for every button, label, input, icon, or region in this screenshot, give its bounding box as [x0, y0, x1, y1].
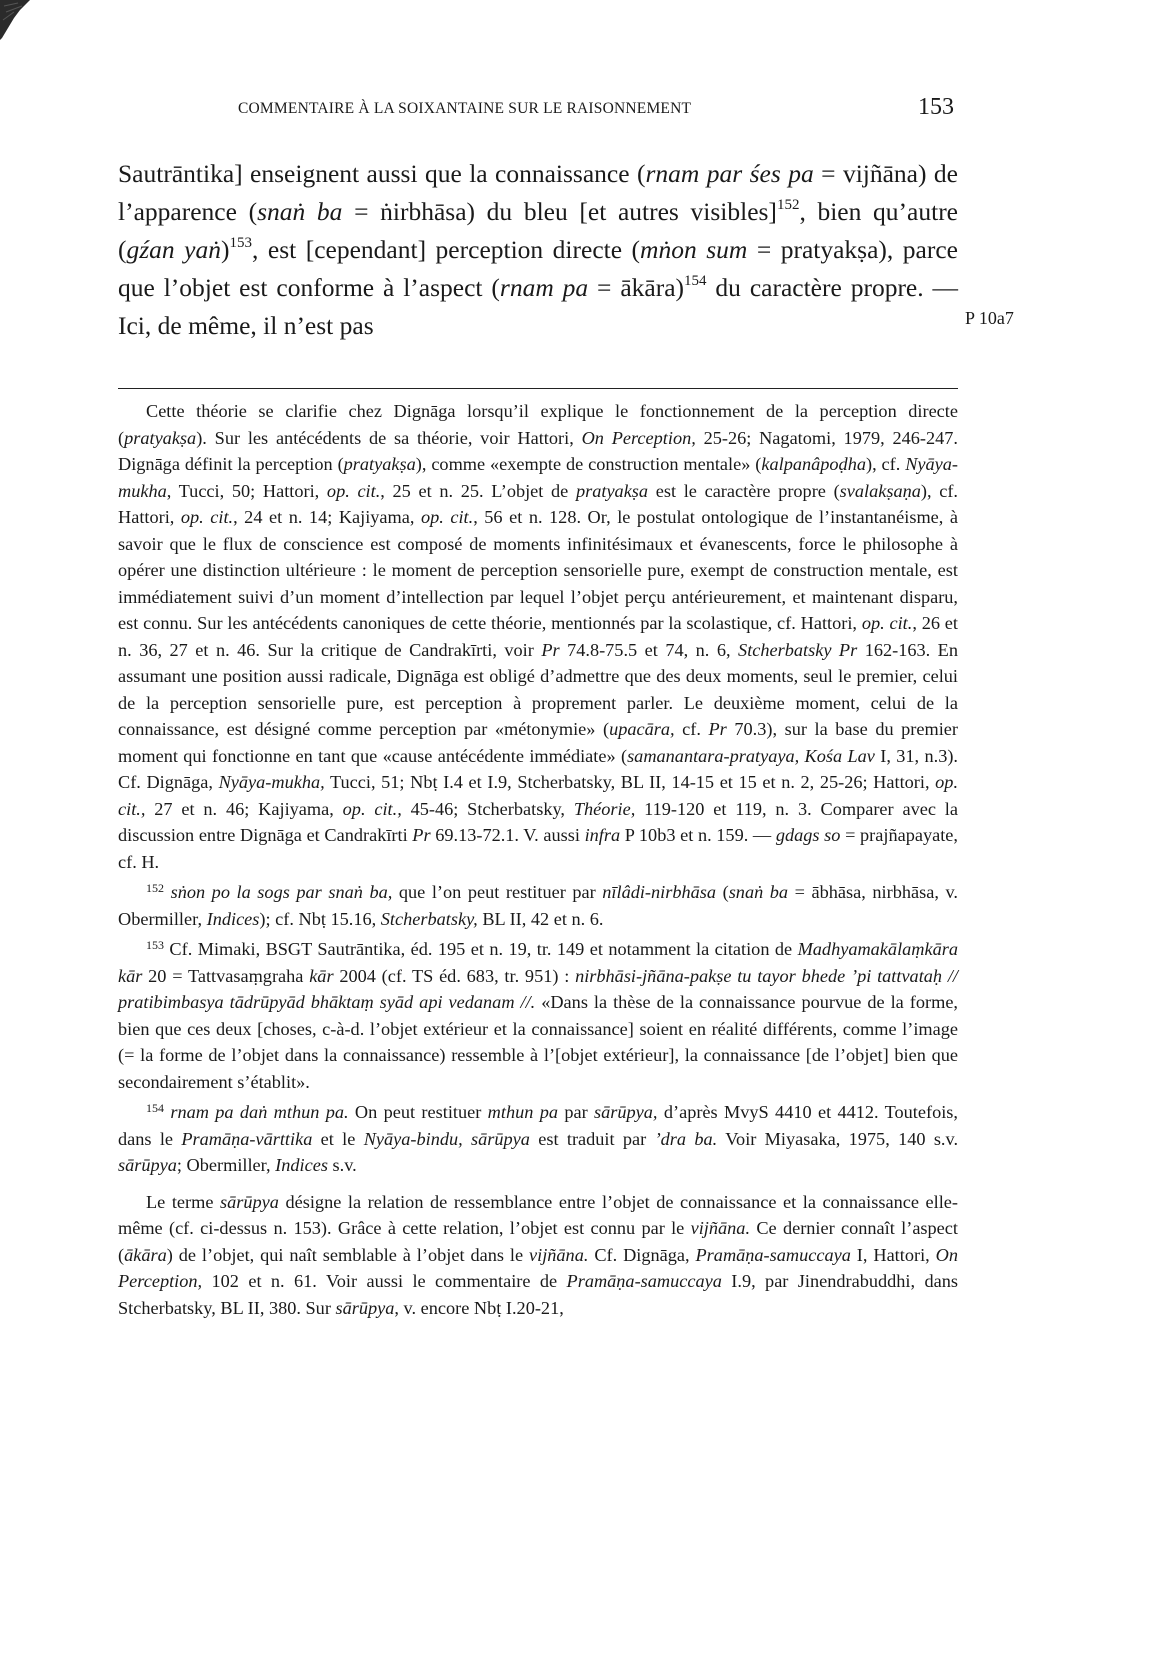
footnote-continuation-paragraph	[118, 1189, 958, 1322]
text-run: = prajñapayate, cf. H.	[118, 825, 958, 872]
text-run: Cette théorie se clarifie chez Dignāga lorsqu’il explique le fonctionnement de la perception directe (	[118, 401, 958, 448]
italic-term: Pr	[412, 825, 431, 845]
tibetan-term: rnam par śes pa	[645, 159, 814, 188]
text-run: par	[558, 1102, 595, 1122]
text-run: s.v.	[327, 1155, 357, 1175]
text-run: 69.13-72.1. V. aussi	[430, 825, 585, 845]
tibetan-term: rnam pa	[499, 273, 589, 302]
italic-term: ’dra ba.	[654, 1128, 718, 1149]
text-run: 25-26; Nagatomi, 1979, 246-247. Dignāga définit la perception (	[118, 427, 958, 474]
text-run: ), cf.	[865, 454, 906, 474]
italic-term: Pramāṇa-samuccaya	[695, 1244, 851, 1265]
italic-term: op. cit.	[420, 507, 474, 527]
text-run: P 10b3 et n. 159. —	[620, 825, 776, 845]
italic-term: op. cit.	[326, 480, 381, 501]
italic-term: svalakṣaṇa	[839, 480, 921, 501]
italic-term: On Perception,	[118, 1244, 958, 1291]
text-run: Cf. Dignāga,	[588, 1244, 696, 1265]
text-run: , 25 et n. 25. L’objet de	[380, 480, 576, 501]
text-run: = vijñāna) de l’apparence (	[118, 159, 958, 226]
italic-term: Indices	[206, 908, 260, 929]
footnote-continuation	[118, 398, 958, 875]
text-run: I, 31, n.3). Cf. Dignāga,	[118, 745, 958, 792]
scan-corner-mark	[0, 0, 34, 40]
text-run: On peut restituer	[348, 1102, 488, 1122]
italic-term: sārūpya	[220, 1191, 279, 1212]
italic-term: Pramāṇa-samuccaya	[566, 1271, 722, 1291]
italic-term: samanantara-pratyaya, Kośa Lav	[627, 745, 875, 766]
text-run: 119-120 et 119, n. 3. Comparer avec la discussion entre Dignāga et Candrakīrti	[118, 798, 958, 845]
italic-term: Indices	[275, 1155, 328, 1175]
text-run: Tucci, 51; Nbṭ I.4 et I.9, Stcherbatsky, BL II, 14-15 et 15 et n. 2, 25-26; Hattori,	[324, 772, 936, 792]
italic-term: Théorie,	[573, 798, 636, 819]
italic-term: sṅon po la sogs par snaṅ ba,	[170, 882, 393, 902]
italic-term: snaṅ ba	[728, 882, 789, 902]
footnote-ref: 152	[776, 197, 800, 213]
italic-term: kār	[309, 965, 334, 986]
tibetan-term: mṅon sum	[640, 235, 748, 264]
main-text	[118, 155, 958, 345]
page-number: 153	[918, 94, 954, 120]
italic-term: Nyāya-mukha	[118, 454, 958, 501]
italic-term: op. cit.,	[342, 798, 402, 819]
footnote-ref: 154	[684, 273, 707, 289]
italic-term: upacāra,	[609, 719, 675, 739]
text-run: ; Obermiller,	[176, 1155, 276, 1175]
italic-term: Nyāya-mukha,	[218, 772, 325, 792]
text-run: , est [cependant] perception directe (	[252, 235, 641, 264]
italic-term: Madhyamakālaṃkāra kār	[118, 939, 958, 986]
italic-term: pratyakṣa	[343, 454, 416, 474]
footnote-number: 154	[146, 1101, 164, 1115]
text-run: = ābhāsa, nirbhāsa, v. Obermiller,	[118, 882, 958, 929]
italic-term: ākāra	[124, 1244, 167, 1265]
italic-term: pratyakṣa	[124, 427, 197, 448]
text-run: I, Hattori,	[850, 1244, 936, 1265]
tibetan-term: gźan yaṅ	[126, 235, 221, 264]
text-run: 20 = Tattvasaṃgraha	[142, 965, 310, 986]
text-run: d’après MvyS 4410 et 4412. Toutefois, dans le	[118, 1102, 958, 1149]
text-run: 2004 (cf. TS éd. 683, tr. 951) :	[333, 965, 576, 986]
text-run: 27 et n. 46; Kajiyama,	[145, 798, 343, 819]
footnote-number: 153	[146, 938, 164, 952]
text-run: ), cf. Hattori,	[118, 480, 959, 527]
text-run: , 26 et n. 36, 27 et n. 46. Sur la critique de Candrakīrti, voir	[118, 613, 959, 660]
footnote-separator	[118, 388, 958, 389]
margin-reference: P 10a7	[965, 308, 1014, 328]
text-run: «Dans la thèse de la connaissance pourvue de la forme, bien que ces deux [choses, c-à-d. l’objet extérieur et la connaissance] soient en réalité différents, comme l’image (= la forme de l’objet dans la connaissance) ressemble à l’[objet extérieur], la connaissance [de l’objet] bien que secondairement s’établit».	[118, 992, 958, 1092]
text-run: est le caractère propre (	[648, 480, 840, 501]
text-run: BL II, 42 et n. 6.	[477, 908, 604, 929]
italic-term: pratyakṣa	[575, 480, 649, 501]
text-run: , 24 et n. 14; Kajiyama,	[233, 507, 421, 527]
text-run: et le	[312, 1128, 364, 1149]
italic-term: gdags so	[775, 825, 841, 845]
italic-term: Pr	[541, 639, 560, 660]
running-title: COMMENTAIRE À LA SOIXANTAINE SUR LE RAISONNEMENT	[238, 100, 692, 117]
italic-term: kalpanâpoḍha	[761, 454, 866, 474]
text-run: 70.3), sur la base du premier moment qui fonctionne en tant que «cause antécédente immédiate» (	[118, 719, 959, 766]
text-run: I.9, par Jinendrabuddhi, dans Stcherbatsky, BL II, 380. Sur	[118, 1271, 958, 1318]
text-run: est traduit par	[529, 1128, 655, 1149]
italic-term: infra	[584, 825, 621, 845]
text-run: désigne la relation de ressemblance entre l’objet de connaissance et la connaissance elle-même (cf. ci-dessus n. 153). Grâce à cette relation, l’objet est connu par le	[118, 1191, 958, 1238]
text-run: = ākāra)	[588, 273, 685, 302]
text-run: 74.8-75.5 et 74, n. 6,	[559, 639, 739, 660]
footnote-number: 152	[146, 881, 164, 895]
text-run: ) de l’objet, qui naît semblable à l’objet dans le	[166, 1244, 529, 1265]
footnotes	[118, 398, 958, 1325]
text-run: 102 et n. 61. Voir aussi le commentaire de	[202, 1271, 567, 1291]
text-run: du caractère propre. — Ici, de même, il n’est pas	[118, 273, 959, 340]
italic-term: sārūpya	[335, 1297, 395, 1318]
text-run: Cf. Mimaki, BSGT Sautrāntika, éd. 195 et n. 19, tr. 149 et notamment la citation de	[164, 939, 798, 959]
text-run: Le terme	[146, 1191, 221, 1212]
text-run: , Tucci, 50; Hattori,	[166, 480, 327, 501]
footnote-ref: 153	[229, 235, 252, 251]
italic-term: op. cit.,	[118, 772, 959, 819]
running-head	[238, 94, 954, 128]
italic-term: nīlâdi-nirbhāsa	[602, 882, 717, 902]
italic-term: sārūpya,	[594, 1102, 658, 1122]
italic-term: vijñāna.	[690, 1218, 751, 1238]
italic-term: op. cit.	[861, 613, 913, 633]
text-run: ); cf. Nbṭ 15.16,	[259, 908, 381, 929]
italic-term: Pramāṇa-vārttika	[181, 1128, 313, 1149]
italic-term: rnam pa daṅ mthun pa.	[170, 1102, 349, 1122]
footnote-154	[118, 1099, 958, 1179]
text-run: (	[716, 882, 729, 902]
italic-term: sārūpya	[118, 1155, 177, 1175]
italic-term: mthun pa	[487, 1102, 558, 1122]
text-run: Ce dernier connaît l’aspect (	[118, 1218, 958, 1265]
text-run: Sautrāntika] enseignent aussi que la connaissance (	[118, 159, 646, 188]
italic-term: Stcherbatsky,	[380, 908, 478, 929]
italic-term: On Perception,	[581, 427, 696, 448]
text-run: ), comme «exempte de construction mentale» (	[415, 454, 762, 474]
text-run: 45-46; Stcherbatsky,	[401, 798, 574, 819]
footnote-153	[118, 936, 958, 1095]
italic-term: nirbhāsi-jñāna-pakṣe tu tayor bhede ’pi tattvataḥ // pratibimbasya tādrūpyād bhāktaṃ syād api vedanam //.	[118, 965, 958, 1012]
text-run: = pratyakṣa), parce que l’objet est conforme à l’aspect (	[118, 235, 958, 302]
italic-term: Stcherbatsky Pr	[738, 639, 858, 660]
text-run: 162-163. En assumant une position aussi radicale, Dignāga est obligé d’admettre que des deux moments, seul le premier, celui de la perception sensorielle pure, est perception à proprement parler. Le deuxième moment, celui de la connaissance, est désigné comme perception par «métonymie» (	[118, 639, 958, 739]
text-run: , v. encore Nbṭ I.20-21,	[394, 1297, 564, 1318]
text-run: ). Sur les antécédents de sa théorie, voir Hattori,	[196, 427, 582, 448]
tibetan-term: snaṅ ba	[257, 197, 343, 226]
footnote-152	[118, 879, 958, 932]
italic-term: Nyāya-bindu, sārūpya	[363, 1128, 530, 1149]
text-run: Voir Miyasaka, 1975, 140 s.v.	[717, 1128, 959, 1149]
italic-term: vijñāna.	[529, 1244, 589, 1265]
text-run: = ṅirbhāsa) du bleu [et autres visibles]	[342, 197, 777, 226]
italic-term: op. cit.	[180, 507, 234, 527]
text-run: que l’on peut restituer par	[392, 882, 603, 902]
text-run: , 56 et n. 128. Or, le postulat ontologique de l’instantanéisme, à savoir que le flux de conscience est composé de moments infinitésimaux et évanescents, force le philosophe à opérer une distinction ultérieure : le moment de perception sensorielle pure, exempt de construction mentale, est immédiatement suivi d’un moment d’intellection par lequel l’objet perçu antérieurement, et maintenant disparu, est connu. Sur les antécédents canoniques de cette théorie, mentionnés par la scolastique, cf. Hattori,	[118, 507, 958, 633]
text-run: )	[221, 235, 230, 264]
text-run: cf.	[674, 719, 709, 739]
italic-term: Pr	[708, 719, 727, 739]
main-paragraph	[118, 155, 958, 345]
text-run: , bien qu’autre (	[118, 197, 958, 264]
